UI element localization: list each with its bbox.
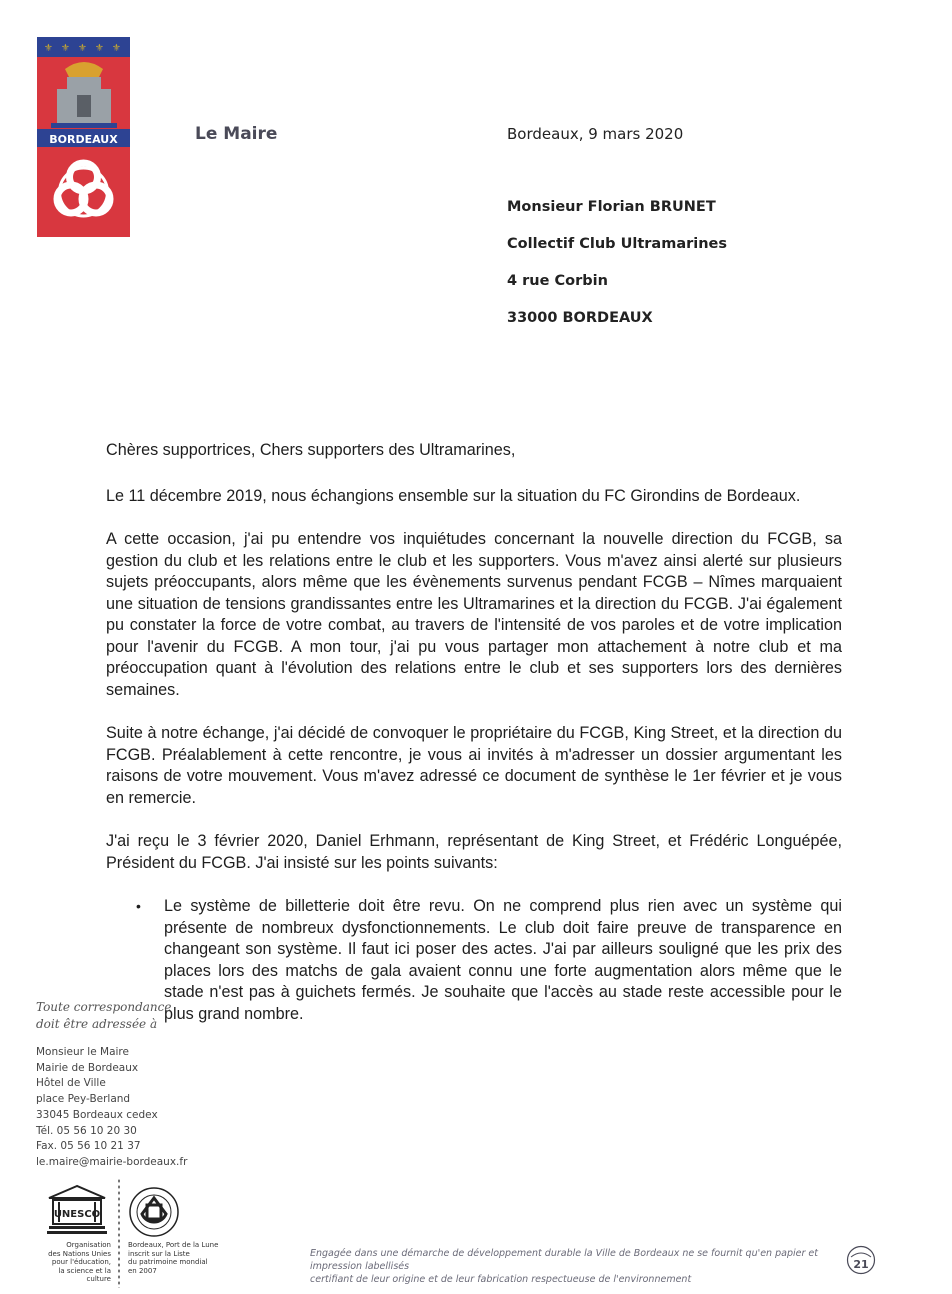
bullet-list	[106, 896, 842, 1025]
correspondence-note	[36, 999, 171, 1033]
agenda21-badge	[846, 1245, 876, 1275]
phone-number: Tél. 05 56 10 20 30	[36, 1124, 137, 1137]
castle-icon	[51, 61, 117, 128]
svg-text:⚜: ⚜	[95, 43, 104, 54]
caption-line: Bordeaux, Port de la Lune	[128, 1241, 219, 1249]
mayor-address	[36, 1045, 187, 1171]
sender-title: Le Maire	[195, 124, 278, 144]
caption-line: pour l'éducation,	[51, 1258, 111, 1266]
paragraph: Le 11 décembre 2019, nous échangions ensemble sur la situation du FC Girondins de Bordeaux.	[106, 486, 801, 505]
email-address: le.maire@mairie-bordeaux.fr	[36, 1155, 188, 1168]
paragraph: A cette occasion, j'ai pu entendre vos inquiétudes concernant la nouvelle direction du FCGB, sa gestion du club et les relations entre le club et les supporters. Vous m'avez ainsi alerté sur plusieurs sujets préoccupants, alors même que les évènements survenus pendant FCGB – Nîmes marquaient une situation de tensions grandissantes entre les Ultramarines et la direction du FCGB. J'ai également pu constater la force de votre combat, au travers de l'intensité de vos paroles et de votre implication pour l'avenir du FCGB. A mon tour, j'ai pu vous partager mon attachement à notre club et ma préoccupation quant à l'évolution des relations entre le club et ses supporters lors des dernières semaines.	[106, 530, 842, 699]
paragraph: Suite à notre échange, j'ai décidé de convoquer le propriétaire du FCGB, King Street, et la direction du FCGB. Préalablement à cette rencontre, je vous ai invités à m'adresser un dossier argumentant les raisons de votre mouvement. Vous m'avez adressé ce document de synthèse le 1er février et je vous en remercie.	[106, 724, 842, 807]
bordeaux-city-logo	[37, 37, 130, 237]
address-line: Monsieur le Maire	[36, 1046, 129, 1058]
caption-line: Organisation	[66, 1241, 111, 1249]
recipient-line: Monsieur Florian BRUNET	[507, 199, 716, 215]
note-line: Engagée dans une démarche de développement durable la Ville de Bordeaux ne se fournit qu'en papier et impression labellisés	[310, 1248, 818, 1272]
list-item-text: Le système de billetterie doit être revu. On ne comprend plus rien avec un système qui présente de nombreux dysfonctionnements. Le club doit faire preuve de transparence en changeant son système. Il faut ici poser des actes. J'ai par ailleurs souligné que les prix des places lors des matchs de gala avaient connu une forte augmentation alors même que le stade n'est pas à guichets fermés. Je souhaite que l'accès au stade reste accessible pour le plus grand nombre.	[164, 897, 842, 1023]
recipient-address	[507, 197, 727, 345]
world-heritage-emblem	[128, 1186, 180, 1238]
address-line: place Pey-Berland	[36, 1093, 131, 1106]
caption-line: la science et la culture	[58, 1266, 111, 1283]
svg-text:⚜: ⚜	[44, 43, 53, 54]
recipient-line: 33000 BORDEAUX	[507, 310, 653, 326]
salutation: Chères supportrices, Chers supporters des Ultramarines,	[106, 441, 516, 459]
letter-body	[106, 440, 842, 1025]
unesco-wordmark: UNESCO	[53, 1209, 101, 1220]
note-line: Toute correspondance	[36, 1000, 172, 1014]
address-line: Hôtel de Ville	[36, 1077, 106, 1090]
svg-text:⚜: ⚜	[61, 43, 70, 54]
caption-line: du patrimoine mondial	[128, 1258, 208, 1266]
heritage-caption	[128, 1241, 238, 1275]
address-line: Mairie de Bordeaux	[36, 1061, 139, 1074]
note-line: doit être adressée à	[36, 1017, 158, 1031]
environment-note	[310, 1247, 850, 1286]
logo-city-name: BORDEAUX	[49, 133, 118, 146]
note-line: certifiant de leur origine et de leur fabrication respectueuse de l'environnement	[310, 1274, 692, 1285]
svg-text:⚜: ⚜	[78, 43, 87, 54]
agenda-number: 21	[853, 1258, 869, 1271]
paragraph: J'ai reçu le 3 février 2020, Daniel Erhmann, représentant de King Street, et Frédéric Longuépée, Président du FCGB. J'ai insisté sur les points suivants:	[106, 832, 842, 872]
letter-date: Bordeaux, 9 mars 2020	[507, 125, 684, 143]
address-line: 33045 Bordeaux cedex	[36, 1108, 158, 1121]
caption-line: des Nations Unies	[48, 1249, 111, 1258]
svg-text:⚜: ⚜	[112, 43, 121, 54]
caption-line: inscrit sur la Liste	[128, 1249, 190, 1258]
recipient-line: 4 rue Corbin	[507, 273, 608, 289]
list-item	[106, 896, 842, 1025]
recipient-line: Collectif Club Ultramarines	[507, 236, 728, 252]
bullet-icon: •	[136, 898, 141, 914]
footer-divider	[117, 1178, 121, 1288]
unesco-logo	[45, 1184, 109, 1240]
unesco-caption	[33, 1241, 111, 1284]
caption-line: en 2007	[128, 1266, 157, 1275]
fax-number: Fax. 05 56 10 21 37	[36, 1140, 141, 1153]
